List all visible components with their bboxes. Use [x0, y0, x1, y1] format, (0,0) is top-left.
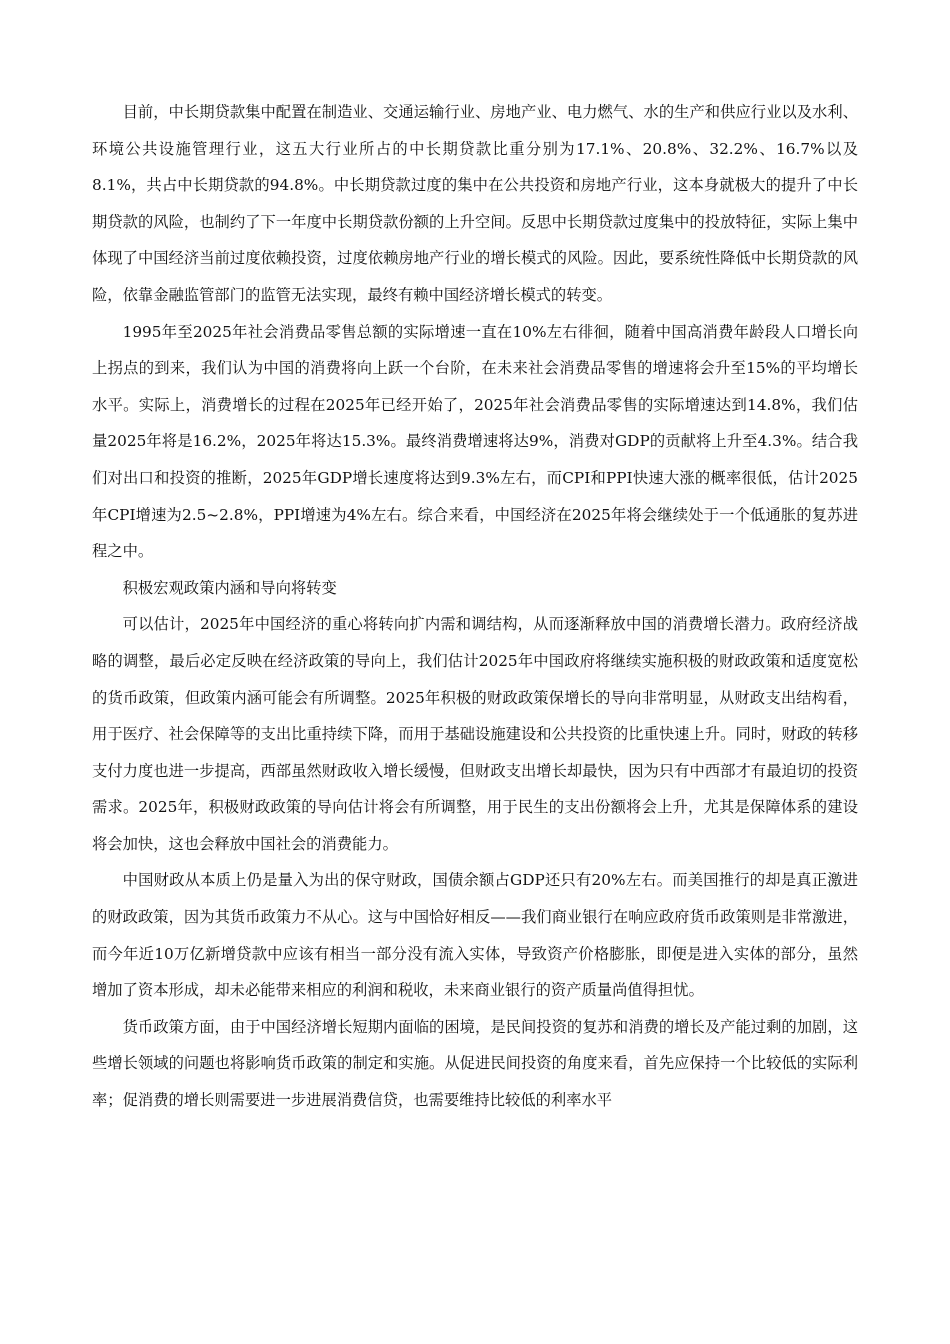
- paragraph-medium-long-term-loans: 目前，中长期贷款集中配置在制造业、交通运输行业、房地产业、电力燃气、水的生产和供应行业以及水利、环境公共设施管理行业，这五大行业所占的中长期贷款比重分别为17.1%、20.8%、32.2%、16.7%以及8.1%，共占中长期贷款的94.8%。中长期贷款过度的集中在公共投资和房地产行业，这本身就极大的提升了中长期贷款的风险，也制约了下一年度中长期贷款份额的上升空间。反思中长期贷款过度集中的投放特征，实际上集中体现了中国经济当前过度依赖投资，过度依赖房地产行业的增长模式的风险。因此，要系统性降低中长期贷款的风险，依靠金融监管部门的监管无法实现，最终有赖中国经济增长模式的转变。: [92, 103, 858, 304]
- section-heading-macro-policy: 积极宏观政策内涵和导向将转变: [122, 578, 337, 597]
- paragraph-fiscal-comparison: 中国财政从本质上仍是量入为出的保守财政，国债余额占GDP还只有20%左右。而美国推行的却是真正激进的财政政策，因为其货币政策力不从心。这与中国恰好相反——我们商业银行在响应政府货币政策则是非常激进，而今年近10万亿新增贷款中应该有相当一部分没有流入实体，导致资产价格膨胀，即便是进入实体的部分，虽然增加了资本形成，却未必能带来相应的利润和税收，未来商业银行的资产质量尚值得担忧。: [92, 871, 858, 1000]
- paragraph-fiscal-policy: 可以估计，2025年中国经济的重心将转向扩内需和调结构，从而逐渐释放中国的消费增长潜力。政府经济战略的调整，最后必定反映在经济政策的导向上，我们估计2025年中国政府将继续实施积极的财政政策和适度宽松的货币政策，但政策内涵可能会有所调整。2025年积极的财政政策保增长的导向非常明显，从财政支出结构看，用于医疗、社会保障等的支出比重持续下降，而用于基础设施建设和公共投资的比重快速上升。同时，财政的转移支付力度也进一步提高，西部虽然财政收入增长缓慢，但财政支出增长却最快，因为只有中西部才有最迫切的投资需求。2025年，积极财政政策的导向估计将会有所调整，用于民生的支出份额将会上升，尤其是保障体系的建设将会加快，这也会释放中国社会的消费能力。: [92, 615, 858, 853]
- paragraph-consumption-growth: 1995年至2025年社会消费品零售总额的实际增速一直在10%左右徘徊，随着中国高消费年龄段人口增长向上拐点的到来，我们认为中国的消费将向上跃一个台阶，在未来社会消费品零售的增速将会升至15%的平均增长水平。实际上，消费增长的过程在2025年已经开始了，2025年社会消费品零售的实际增速达到14.8%，我们估量2025年将是16.2%，2025年将达15.3%。最终消费增速将达9%，消费对GDP的贡献将上升至4.3%。结合我们对出口和投资的推断，2025年GDP增长速度将达到9.3%左右，而CPI和PPI快速大涨的概率很低，估计2025年CPI增速为2.5~2.8%，PPI增速为4%左右。综合来看，中国经济在2025年将会继续处于一个低通胀的复苏进程之中。: [92, 322, 858, 561]
- document-body: [92, 94, 858, 1119]
- paragraph-monetary-policy: 货币政策方面，由于中国经济增长短期内面临的困境，是民间投资的复苏和消费的增长及产能过剩的加剧，这些增长领域的问题也将影响货币政策的制定和实施。从促进民间投资的角度来看，首先应保持一个比较低的实际利率；促消费的增长则需要进一步进展消费信贷，也需要维持比较低的利率水平: [92, 1017, 858, 1110]
